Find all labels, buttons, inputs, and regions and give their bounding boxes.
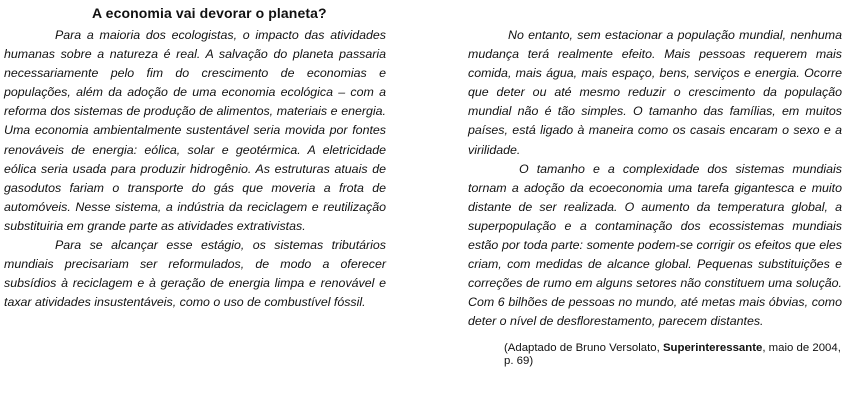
right-paragraph-2: O tamanho e a complexidade dos sistemas mundiais tornam a adoção da ecoeconomia uma tarefa gigantesca e muito distante de ser realizada. O aumento da temperatura global, a superpopulação e a contaminação dos ecossistemas mundiais estão por toda parte: somente podem-se corrigir os efeitos que eles criam, com medidas de alcance global. Pequenas substituições e correções de rumo em alguns setores não constituem uma solução. Com 6 bilhões de pessoas no mundo, até metas mais óbvias, como deter o nível de desflorestamento, parecem distantes. — [468, 161, 842, 329]
article-title: A economia vai devorar o planeta? — [92, 5, 327, 21]
right-column — [468, 26, 842, 368]
left-paragraph-1: Para a maioria dos ecologistas, o impacto das atividades humanas sobre a natureza é real. A salvação do planeta passaria necessariamente pelo fim do crescimento de economias e populações, além da adoção de uma economia ecológica – com a reforma dos sistemas de produção de alimentos, materiais e energia. Uma economia ambientalmente sustentável seria movida por fontes renováveis de energia: eólica, solar e geotérmica. A eletricidade eólica seria usada para produzir hidrogênio. As estruturas atuais de gasodutos fariam o transporte do gás que moveria a frota de automóveis. Nesse sistema, a indústria da reciclagem e reutilização substituiria em grande parte as atividades extrativistas. — [4, 28, 386, 233]
right-paragraph-1: No entanto, sem estacionar a população mundial, nenhuma mudança terá realmente efeito. Mais pessoas requerem mais comida, mais água, mais espaço, bens, serviços e energia. Ocorre que deter ou até mesmo reduzir o crescimento da população mundial não é tão simples. O tamanho das famílias, em muitos países, está ligado à maneira como os casais encaram o sexo e a virilidade. — [468, 28, 842, 157]
citation — [468, 342, 842, 368]
citation-source: Superinteressante — [662, 341, 763, 354]
citation-prefix: (Adaptado de Bruno Versolato, — [504, 341, 663, 354]
left-column — [4, 26, 386, 312]
citation-suffix: , maio de 2004, p. 69) — [504, 341, 841, 367]
left-paragraph-2: Para se alcançar esse estágio, os sistemas tributários mundiais precisariam ser reformulados, de modo a oferecer subsídios à reciclagem e à geração de energia limpa e renovável e taxar atividades insustentáveis, como o uso de combustível fóssil. — [4, 238, 386, 310]
